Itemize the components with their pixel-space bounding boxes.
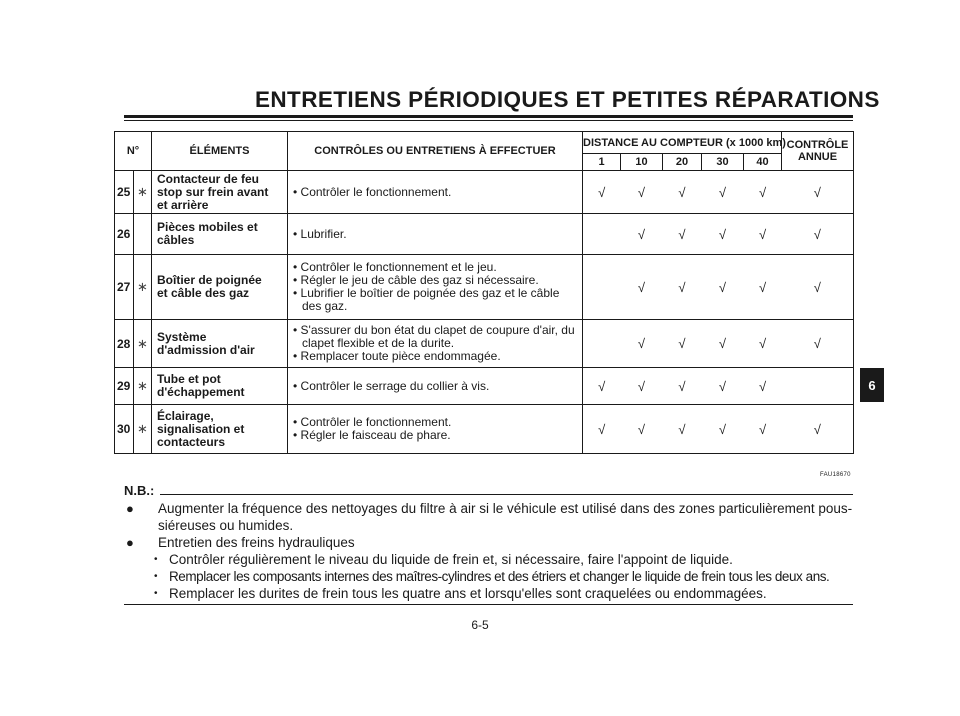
bottom-rule: [124, 604, 853, 605]
check-mark: √: [663, 255, 702, 320]
check-mark: √: [702, 255, 744, 320]
table-row: [115, 214, 854, 255]
note-text: Augmenter la fréquence des nettoyages du filtre à air si le véhicule est utilisé dans des zones particulièrement pous-siéreuses ou humides.: [158, 501, 853, 533]
header-elements: ÉLÉMENTS: [152, 132, 288, 171]
note-subtext: Remplacer les composants internes des maîtres-cylindres et des étriers et changer le liquide de frein tous les deux ans.: [169, 569, 830, 584]
header-km-40: 40: [744, 154, 782, 171]
check-mark: √: [744, 405, 782, 454]
element-name: Système d'admission d'air: [152, 320, 288, 368]
title-rule-thin: [124, 120, 853, 121]
header-km-30: 30: [702, 154, 744, 171]
row-number: 29: [115, 368, 134, 405]
check-mark: √: [621, 320, 663, 368]
control-description: • S'assurer du bon état du clapet de coupure d'air, du clapet flexible et de la durite. • Remplacer toute pièce endommagée.: [288, 320, 583, 368]
check-mark: √: [621, 171, 663, 214]
element-name: Pièces mobiles et câbles: [152, 214, 288, 255]
check-mark: √: [702, 214, 744, 255]
star-marker: ∗: [134, 320, 152, 368]
control-description: • Contrôler le fonctionnement.: [288, 171, 583, 214]
control-description: • Contrôler le serrage du collier à vis.: [288, 368, 583, 405]
table-row: [115, 255, 854, 320]
element-name: Contacteur de feu stop sur frein avant et arrière: [152, 171, 288, 214]
page-title: ENTRETIENS PÉRIODIQUES ET PETITES RÉPARATIONS: [255, 87, 880, 112]
check-mark: √: [621, 368, 663, 405]
check-mark: √: [702, 368, 744, 405]
check-mark: √: [782, 171, 854, 214]
check-mark: √: [782, 255, 854, 320]
header-km-1: 1: [583, 154, 621, 171]
check-mark: √: [663, 368, 702, 405]
sub-bullet-icon: •: [154, 554, 158, 565]
table-row: [115, 405, 854, 454]
check-mark: [782, 368, 854, 405]
note-subitem: [124, 568, 864, 585]
bullet-icon: ●: [126, 501, 134, 516]
element-name: Éclairage, signalisation et contacteurs: [152, 405, 288, 454]
note-subtext: Contrôler régulièrement le niveau du liquide de frein et, si nécessaire, faire l'appoint de liquide.: [169, 552, 733, 567]
check-mark: √: [621, 255, 663, 320]
row-number: 27: [115, 255, 134, 320]
check-mark: √: [782, 405, 854, 454]
maintenance-table: [114, 131, 854, 454]
note-subitem: [124, 585, 864, 602]
note-subitem: [124, 551, 864, 568]
table-row: [115, 171, 854, 214]
note-subtext: Remplacer les durites de frein tous les quatre ans et lorsqu'elles sont craquelées ou endommagées.: [169, 586, 767, 601]
section-tab: 6: [860, 368, 884, 402]
check-mark: √: [663, 171, 702, 214]
reference-code: FAU18670: [820, 472, 851, 478]
control-description: • Contrôler le fonctionnement et le jeu. • Régler le jeu de câble des gaz si nécessaire. • Lubrifier le boîtier de poignée des gaz et le câble des gaz.: [288, 255, 583, 320]
check-mark: √: [744, 320, 782, 368]
check-mark: √: [782, 214, 854, 255]
check-mark: √: [744, 368, 782, 405]
check-mark: √: [744, 171, 782, 214]
header-annual-line2: ANNUE: [797, 151, 838, 163]
check-mark: √: [782, 320, 854, 368]
check-mark: √: [663, 320, 702, 368]
check-mark: √: [621, 214, 663, 255]
check-mark: [583, 214, 621, 255]
page-number: 6-5: [471, 618, 489, 632]
row-number: 26: [115, 214, 134, 255]
check-mark: √: [583, 171, 621, 214]
control-description: • Lubrifier.: [288, 214, 583, 255]
note-item: [124, 534, 864, 551]
check-mark: √: [663, 405, 702, 454]
notes-block: [124, 500, 864, 602]
star-marker: ∗: [134, 368, 152, 405]
star-marker: ∗: [134, 255, 152, 320]
star-marker: [134, 214, 152, 255]
header-km-10: 10: [621, 154, 663, 171]
header-distance: DISTANCE AU COMPTEUR (x 1000 km): [583, 132, 782, 154]
sub-bullet-icon: •: [154, 571, 158, 582]
check-mark: √: [702, 320, 744, 368]
header-annual-line1: CONTRÔLE: [786, 139, 849, 151]
check-mark: [583, 320, 621, 368]
check-mark: √: [621, 405, 663, 454]
header-num: N°: [115, 132, 152, 171]
header-annual: [782, 132, 854, 171]
check-mark: √: [744, 255, 782, 320]
row-number: 28: [115, 320, 134, 368]
sub-bullet-icon: •: [154, 588, 158, 599]
table-row: [115, 368, 854, 405]
title-rule-thick: [124, 115, 853, 118]
element-name: Tube et pot d'échappement: [152, 368, 288, 405]
header-km-20: 20: [663, 154, 702, 171]
check-mark: √: [663, 214, 702, 255]
row-number: 25: [115, 171, 134, 214]
row-number: 30: [115, 405, 134, 454]
check-mark: [583, 255, 621, 320]
note-label: N.B.:: [124, 483, 155, 498]
note-rule: [160, 494, 853, 495]
check-mark: √: [702, 171, 744, 214]
star-marker: ∗: [134, 405, 152, 454]
table-row: [115, 320, 854, 368]
note-text: Entretien des freins hydrauliques: [158, 535, 355, 550]
check-mark: √: [744, 214, 782, 255]
check-mark: √: [702, 405, 744, 454]
bullet-icon: ●: [126, 535, 134, 550]
note-item: [124, 500, 864, 534]
star-marker: ∗: [134, 171, 152, 214]
control-description: • Contrôler le fonctionnement. • Régler le faisceau de phare.: [288, 405, 583, 454]
header-controls: CONTRÔLES OU ENTRETIENS À EFFECTUER: [288, 132, 583, 171]
check-mark: √: [583, 368, 621, 405]
element-name: Boîtier de poignée et câble des gaz: [152, 255, 288, 320]
check-mark: √: [583, 405, 621, 454]
